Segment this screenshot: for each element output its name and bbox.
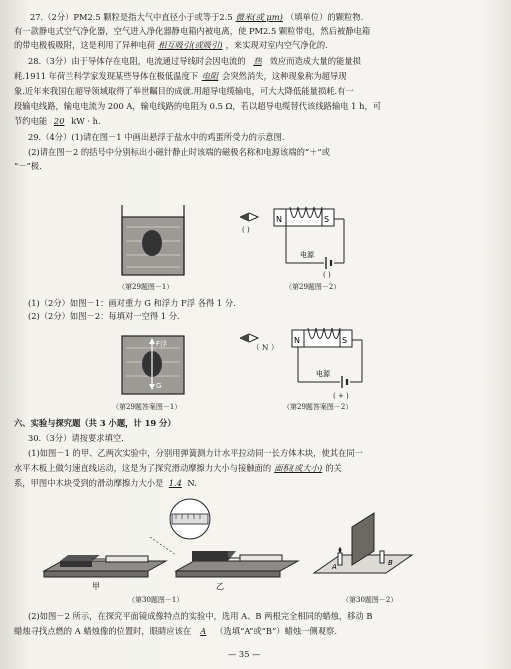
ans-compass-pole: （ N ） xyxy=(252,343,279,352)
candle-b-icon xyxy=(380,551,384,563)
q28-line5 xyxy=(14,115,101,127)
q27-line3 xyxy=(14,39,328,51)
ans-power-label: 电源 xyxy=(316,370,330,378)
fig29-2-power-label: 电源 xyxy=(300,251,314,259)
q30-line2 xyxy=(14,462,342,474)
q28-blank-1[interactable]: 热 xyxy=(253,56,262,66)
q28-text: 耗.1911 年荷兰科学家发现某些导体在极低温度下 xyxy=(14,71,199,81)
q27-blank-2[interactable]: 相互吸引(或吸引) xyxy=(158,40,223,50)
q30-head: 30.（3分）请按要求填空. xyxy=(28,433,124,443)
q29-answer-2: (2)（2分）如图－2：每填对一空得 1 分. xyxy=(28,311,180,321)
ans29-1-caption: （第29题答案图－1） xyxy=(112,403,182,411)
q28-line3: 象.近年来我国在超导领域取得了举世瞩目的成就.用超导电缆输电，可大大降低能量损耗.有一 xyxy=(14,86,354,96)
section6-title: 六、实验与探究题（共 3 小题，计 19 分） xyxy=(14,418,176,428)
page-number: — 35 — xyxy=(228,649,261,659)
q30-text-end: N. xyxy=(187,478,197,488)
q29-line3: “－”极. xyxy=(14,161,42,171)
q30-blank-3[interactable]: A xyxy=(200,626,207,636)
q30-line5 xyxy=(14,625,337,637)
q29-head: 29.（4分）(1)请在图－1 中画出悬浮于盐水中的鸡蛋所受力的示意图. xyxy=(28,132,285,142)
ans-N: N xyxy=(294,336,300,345)
q30-blank-1[interactable]: 面积(或大小) xyxy=(274,463,323,473)
fig30-2-B: B xyxy=(388,559,393,567)
q30-text: 水平木板上做匀速直线运动，这是为了探究滑动摩擦力大小与接触面的 xyxy=(14,463,272,473)
ans29-2-caption: （第29题答案图－2） xyxy=(283,403,353,411)
q27-text-end: （填单位）的颗粒物. xyxy=(285,12,364,22)
fig29-2-caption: （第29题图－2） xyxy=(285,283,341,291)
q28-text-end: kW · h. xyxy=(71,116,101,126)
ans-G-label: G xyxy=(156,382,162,390)
ans-power-plus: ( + ) xyxy=(333,392,349,400)
q28-line1 xyxy=(28,55,361,67)
q27-line1 xyxy=(30,11,363,23)
fig30-2-mirror-figure xyxy=(312,511,414,585)
q28-text-end: 效应而造成大量的能量损 xyxy=(269,56,361,66)
q30-text-end: （选填“A”或“B”）蜡烛一侧观察. xyxy=(215,626,337,636)
fig30-2-caption: （第30题图－2） xyxy=(342,596,398,604)
q28-blank-2[interactable]: 电阻 xyxy=(201,71,219,81)
fig29-1-caption: （第29题图－1） xyxy=(118,283,174,291)
q28-text: 28.（3分）由于导体存在电阻，电流通过导线时会因电流的 xyxy=(28,56,246,66)
q30-text-end: 的关 xyxy=(325,463,342,473)
fig29-2-N: N xyxy=(276,215,282,224)
q30-line1: (1)如图－1 的甲、乙两次实验中，分别用弹簧测力计水平拉动同一长方体木块，使其在同一 xyxy=(28,448,363,458)
q27-text: 27.（2分）PM2.5 颗粒是指大气中直径小于或等于2.5 xyxy=(30,12,233,22)
fig30-jia: 甲 xyxy=(92,582,100,591)
ans-S: S xyxy=(342,336,348,345)
q29-line2: (2)请在图－2 的括号中分别标出小磁针静止时该端的磁极名称和电源该端的“＋”或 xyxy=(28,147,330,157)
q27-text-end: ，来实现对室内空气净化的. xyxy=(225,40,328,50)
q28-line2 xyxy=(14,70,347,82)
spring-scale-icon xyxy=(240,555,282,561)
egg xyxy=(142,230,162,256)
q27-line2: 有一款静电式空气净化器，空气进入净化器静电箱内被电离，使 PM2.5 颗粒带电，然后被静电箱 xyxy=(14,26,371,36)
q28-line4: 段输电线路，输电电流为 200 A，输电线路的电阻为 0.5 Ω，若以超导电缆替代该线路输电 1 h，可 xyxy=(14,101,382,111)
fig29-2-S: S xyxy=(324,215,330,224)
candle-a-icon xyxy=(338,553,342,565)
spring-scale-icon xyxy=(106,556,148,562)
ans-F-label: F浮 xyxy=(156,340,168,348)
q28-blank-3[interactable]: 20 xyxy=(53,116,65,126)
fig29-2-blank-compass[interactable]: ( ) xyxy=(242,226,250,234)
q30-line3 xyxy=(14,477,197,489)
fig29-1-beaker-figure xyxy=(118,203,190,278)
q30-blank-2[interactable]: 1.4 xyxy=(168,478,182,488)
q30-line4: (2)如图－2 所示，在探究平面镜成像特点的实验中，选用 A、B 两根完全相同的蜡烛，移动 B xyxy=(28,611,373,621)
q30-text: 系，甲图中木块受到的滑动摩擦力大小是 xyxy=(14,478,164,488)
q28-text: 节约电能 xyxy=(14,116,48,126)
fig30-2-A: A xyxy=(332,563,337,571)
fig30-yi: 乙 xyxy=(216,582,224,591)
q27-blank-1[interactable]: 微米(或 μm) xyxy=(235,12,283,22)
fig30-1-friction-figure xyxy=(40,497,302,593)
ans29-2-solenoid-figure xyxy=(240,326,370,396)
ans29-1-beaker-figure xyxy=(118,326,190,398)
fig29-2-blank-power[interactable]: ( ) xyxy=(323,271,331,279)
fig29-2-solenoid-figure xyxy=(240,205,370,277)
q28-text-end: 会突然消失，这种现象称为超导现 xyxy=(222,71,347,81)
q29-answer-1: (1)（2分）如图－1：画对重力 G 和浮力 F浮 各得 1 分. xyxy=(28,298,236,308)
fig30-1-caption: （第30题图－1） xyxy=(128,596,184,604)
q27-text: 的带电极板吸附，这是利用了异种电荷 xyxy=(14,40,156,50)
q30-text: 蜡烛寻找点燃的 A 蜡烛像的位置时，眼睛应该在 xyxy=(14,626,192,636)
